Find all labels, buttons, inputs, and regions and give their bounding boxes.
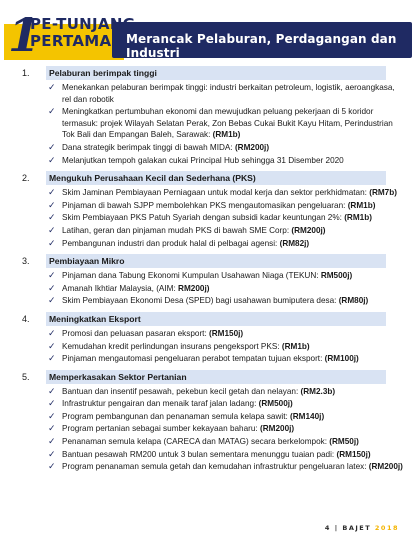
item-amount: (RM150j) (209, 328, 244, 338)
item-text: Melanjutkan tempoh galakan cukai Principal Hub sehingga 31 Disember 2020 (62, 155, 344, 165)
header-title: Merancak Pelaburan, Perdagangan dan Industri (126, 32, 397, 60)
section-title: Meningkatkan Eksport (46, 312, 386, 326)
item-text: Pinjaman mengautomasi pengeluaran perabot tempatan tujuan eksport: (62, 354, 323, 364)
item-amount: (RM200j) (260, 424, 295, 434)
item-amount: (RM140j) (290, 411, 325, 421)
section-header (22, 254, 412, 268)
item-text: Skim Jaminan Pembiayaan Perniagaan untuk modal kerja dan sektor perkhidmatan: (62, 188, 367, 198)
section (22, 370, 412, 473)
list-item (22, 295, 412, 307)
list-item (22, 270, 412, 282)
item-amount: (RM200j) (368, 462, 403, 472)
item-text: Dana strategik berimpak tinggi di bawah MIDA: (62, 142, 233, 152)
item-amount: RM200j) (178, 283, 210, 293)
list-item (22, 449, 412, 461)
section-title: Memperkasakan Sektor Pertanian (46, 370, 386, 384)
checkmark-icon: ✓ (48, 340, 56, 351)
section-number: 1. (22, 68, 30, 78)
item-amount: (RM200j) (291, 225, 326, 235)
checkmark-icon: ✓ (48, 448, 56, 459)
section-title: Pembiayaan Mikro (46, 254, 386, 268)
checkmark-icon: ✓ (48, 327, 56, 338)
footer-label: BAJET (342, 524, 372, 532)
item-text: Pembangunan industri dan produk halal di pelbagai agensi: (62, 238, 278, 248)
item-text: Latihan, geran dan pinjaman mudah PKS di bawah SME Corp: (62, 225, 290, 235)
checkmark-icon: ✓ (48, 353, 56, 364)
list-item (22, 341, 412, 353)
section-header (22, 171, 412, 185)
item-text: Penanaman semula kelapa (CARECA dan MATAG) secara berkelompok: (62, 437, 327, 447)
header-number: 1 (8, 8, 41, 62)
item-amount: (RM1b) (212, 130, 241, 140)
item-text: Bantuan dan insentif pesawah, pekebun kecil getah dan nelayan: (62, 386, 299, 396)
checkmark-icon: ✓ (48, 436, 56, 447)
item-text: Kemudahan kredit perlindungan insurans pengeksport PKS: (62, 341, 280, 351)
checkmark-icon: ✓ (48, 154, 56, 165)
item-text: Program pertanian sebagai sumber kekayaan baharu: (62, 424, 258, 434)
section-number: 4. (22, 313, 30, 324)
checkmark-icon: ✓ (48, 295, 56, 306)
item-text: Pinjaman dana Tabung Ekonomi Kumpulan Usahawan Niaga (TEKUN: (62, 271, 319, 281)
footer-page-number: 4 (324, 524, 331, 532)
list-item (22, 353, 412, 365)
item-text: Program penanaman semula getah dan kemudahan infrastruktur pengeluaran latex: (62, 462, 367, 472)
checkmark-icon: ✓ (48, 224, 56, 235)
item-text: Skim Pembiayaan PKS Patuh Syariah dengan subsidi kadar keuntungan 2%: (62, 213, 342, 223)
checkmark-icon: ✓ (48, 106, 56, 117)
header-tag-line1: PE-TUNJANG (30, 15, 136, 33)
list-item (22, 212, 412, 224)
item-amount: (RM100j) (324, 354, 359, 364)
checkmark-icon: ✓ (48, 410, 56, 421)
item-amount: (RM1b) (281, 341, 310, 351)
section-header (22, 312, 412, 326)
section (22, 171, 412, 249)
item-amount: (RM2.3b) (300, 386, 336, 396)
checkmark-icon: ✓ (48, 141, 56, 152)
item-amount: (RM7b) (369, 188, 397, 198)
item-text: Amanah Ikhtiar Malaysia, (AIM: (62, 283, 176, 293)
item-amount: (RM50j) (329, 437, 359, 447)
list-item (22, 283, 412, 295)
list-item (22, 142, 412, 154)
item-text: Infrastruktur pengairan dan menaik taraf jalan ladang: (62, 399, 257, 409)
list-item (22, 436, 412, 448)
content-body (22, 66, 412, 478)
item-text: Skim Pembiayaan Ekonomi Desa (SPED) bagi usahawan bumiputera desa: (62, 296, 337, 306)
checkmark-icon: ✓ (48, 398, 56, 409)
item-text: Promosi dan peluasan pasaran eksport: (62, 328, 207, 338)
page-footer: 4 | BAJET 2018 (324, 524, 399, 532)
item-amount: (RM80j) (338, 296, 369, 306)
section-header (22, 66, 412, 80)
list-item (22, 398, 412, 410)
list-item (22, 106, 412, 141)
item-text: Pinjaman di bawah SJPP membolehkan PKS mengautomasikan pengeluaran: (62, 200, 346, 210)
item-amount: (RM200j) (234, 142, 270, 152)
checkmark-icon: ✓ (48, 423, 56, 434)
list-item (22, 328, 412, 340)
checkmark-icon: ✓ (48, 82, 56, 92)
checkmark-icon: ✓ (48, 270, 56, 281)
checkmark-icon: ✓ (48, 282, 56, 293)
list-item (22, 187, 412, 199)
list-item (22, 82, 412, 105)
item-text: Bantuan pesawah RM200 untuk 3 bulan sementara menunggu tuaian padi: (62, 449, 335, 459)
page-header (0, 8, 417, 60)
list-item (22, 155, 412, 167)
item-amount: (RM1b) (344, 213, 372, 223)
checkmark-icon: ✓ (48, 461, 56, 472)
section (22, 312, 412, 365)
item-text: Program pembangunan dan penanaman semula kelapa sawit: (62, 411, 288, 421)
section-number: 2. (22, 173, 30, 184)
item-amount: (RM500j) (258, 399, 293, 409)
section-number: 3. (22, 256, 30, 267)
section (22, 254, 412, 307)
checkmark-icon: ✓ (48, 385, 56, 396)
section-header (22, 370, 412, 384)
list-item (22, 411, 412, 423)
list-item (22, 386, 412, 398)
list-item (22, 225, 412, 237)
list-item (22, 423, 412, 435)
list-item (22, 200, 412, 212)
section-title: Pelaburan berimpak tinggi (46, 66, 386, 80)
item-amount: (RM150j) (336, 449, 371, 459)
checkmark-icon: ✓ (48, 237, 56, 248)
item-text: Menekankan pelaburan berimpak tinggi: industri berkaitan petroleum, logistik, aeroangkasa, rel dan robotik (62, 83, 395, 104)
item-amount: RM500j) (320, 271, 353, 281)
section-title: Mengukuh Perusahaan Kecil dan Sederhana (PKS) (46, 171, 386, 185)
footer-year: 2018 (374, 524, 399, 532)
item-text: Meningkatkan pertumbuhan ekonomi dan mewujudkan peluang pekerjaan di 5 koridor termasuk: projek Wilayah Selatan Perak, Zon Bebas Cukai Bukit Kayu Hitam, Perindustrian Tok Bali dan Empangan Baleh, Sarawak: (62, 107, 393, 140)
list-item (22, 238, 412, 250)
checkmark-icon: ✓ (48, 212, 56, 223)
section-number: 5. (22, 371, 30, 382)
item-amount: (RM82j) (279, 238, 310, 248)
header-tag (30, 16, 135, 50)
section (22, 66, 412, 166)
checkmark-icon: ✓ (48, 199, 56, 210)
checkmark-icon: ✓ (48, 187, 56, 198)
list-item (22, 461, 412, 473)
header-tag-line2: PERTAMA (30, 32, 112, 50)
item-amount: (RM1b) (347, 200, 376, 210)
